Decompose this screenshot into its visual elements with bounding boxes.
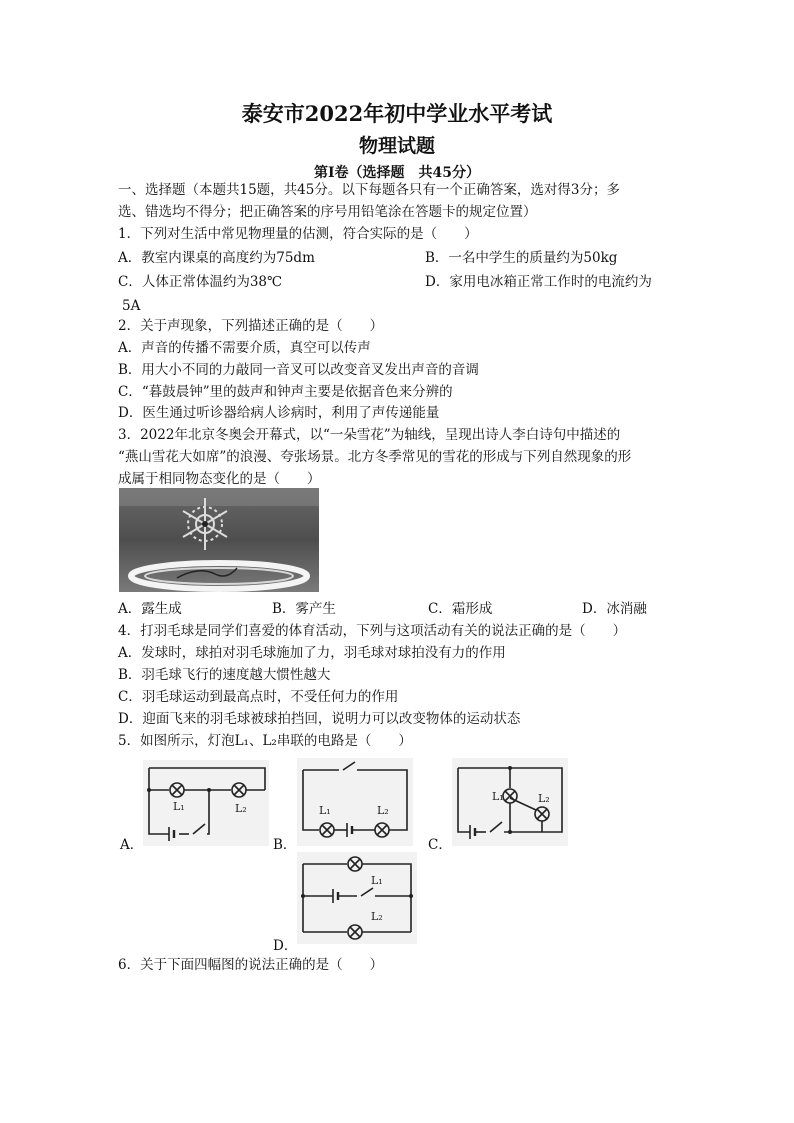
circuit-c-label-l1: L₁ — [492, 790, 504, 803]
circuit-a-label-l2: L₂ — [235, 802, 247, 815]
circuit-d-label-l2: L₂ — [371, 910, 383, 923]
q5-option-b: B． — [273, 837, 297, 853]
circuit-a-diagram — [143, 760, 269, 846]
q5-stem: 5．如图所示，灯泡L₁、L₂串联的电路是（ ） — [118, 733, 412, 749]
q5-option-a: A． — [120, 837, 144, 853]
q4-stem: 4．打羽毛球是同学们喜爱的体育活动，下列与这项活动有关的说法正确的是（ ） — [118, 623, 627, 639]
instructions-line-1: 一、选择题（本题共15题，共45分。以下每题各只有一个正确答案，选对得3分；多 — [118, 182, 620, 198]
q2-stem: 2．关于声现象，下列描述正确的是（ ） — [118, 318, 384, 334]
circuit-b-label-l1: L₁ — [319, 804, 331, 817]
q1-option-d: D．家用电冰箱正常工作时的电流约为 — [425, 274, 652, 290]
q1-option-a: A．教室内课桌的高度约为75dm — [118, 250, 315, 266]
q3-option-c: C．霜形成 — [428, 601, 493, 617]
q3-option-a: A．露生成 — [118, 601, 182, 617]
q6-stem: 6．关于下面四幅图的说法正确的是（ ） — [118, 957, 384, 973]
exam-title: 泰安市2022年初中学业水平考试 — [241, 101, 553, 126]
q5-option-c: C． — [428, 837, 452, 853]
q3-option-d: D．冰消融 — [582, 601, 647, 617]
section-heading: 第Ⅰ卷（选择题 共45分） — [313, 165, 481, 181]
q2-option-d: D．医生通过听诊器给病人诊病时，利用了声传递能量 — [118, 405, 440, 421]
circuit-c-label-l2: L₂ — [538, 792, 550, 805]
q4-option-b: B．羽毛球飞行的速度越大惯性越大 — [118, 667, 331, 683]
q1-stem: 1．下列对生活中常见物理量的估测，符合实际的是（ ） — [118, 226, 478, 242]
snowflake-photo — [119, 488, 319, 592]
q4-option-a: A．发球时，球拍对羽毛球施加了力，羽毛球对球拍没有力的作用 — [118, 645, 506, 661]
circuit-c-diagram — [452, 758, 568, 846]
q3-stem-3: 成属于相同物态变化的是（ ） — [118, 471, 321, 487]
q4-option-c: C．羽毛球运动到最高点时，不受任何力的作用 — [118, 689, 399, 705]
exam-subtitle: 物理试题 — [358, 135, 435, 157]
q3-stem-2: “燕山雪花大如席”的浪漫、夸张场景。北方冬季常见的雪花的形成与下列自然现象的形 — [118, 449, 632, 465]
q1-option-c: C．人体正常体温约为38℃ — [118, 274, 283, 290]
q2-option-c: C．“暮鼓晨钟”里的鼓声和钟声主要是依据音色来分辨的 — [118, 384, 453, 400]
instructions-line-2: 选、错选均不得分；把正确答案的序号用铅笔涂在答题卡的规定位置） — [118, 204, 537, 220]
circuit-a-label-l1: L₁ — [173, 800, 185, 813]
q1-option-d-cont: 5A — [122, 298, 141, 314]
circuit-d-diagram — [297, 852, 417, 944]
q3-stem-1: 3．2022年北京冬奥会开幕式，以“一朵雪花”为轴线，呈现出诗人李白诗句中描述的 — [118, 427, 621, 443]
circuit-b-diagram — [297, 758, 413, 846]
circuit-b-label-l2: L₂ — [377, 804, 389, 817]
q5-option-d: D． — [273, 938, 298, 954]
circuit-d-label-l1: L₁ — [371, 874, 383, 887]
q2-option-a: A．声音的传播不需要介质，真空可以传声 — [118, 340, 371, 356]
q4-option-d: D．迎面飞来的羽毛球被球拍挡回，说明力可以改变物体的运动状态 — [118, 711, 521, 727]
q3-option-b: B．雾产生 — [272, 601, 336, 617]
q1-option-b: B．一名中学生的质量约为50kg — [425, 250, 618, 266]
q2-option-b: B．用大小不同的力敲同一音叉可以改变音叉发出声音的音调 — [118, 362, 479, 378]
